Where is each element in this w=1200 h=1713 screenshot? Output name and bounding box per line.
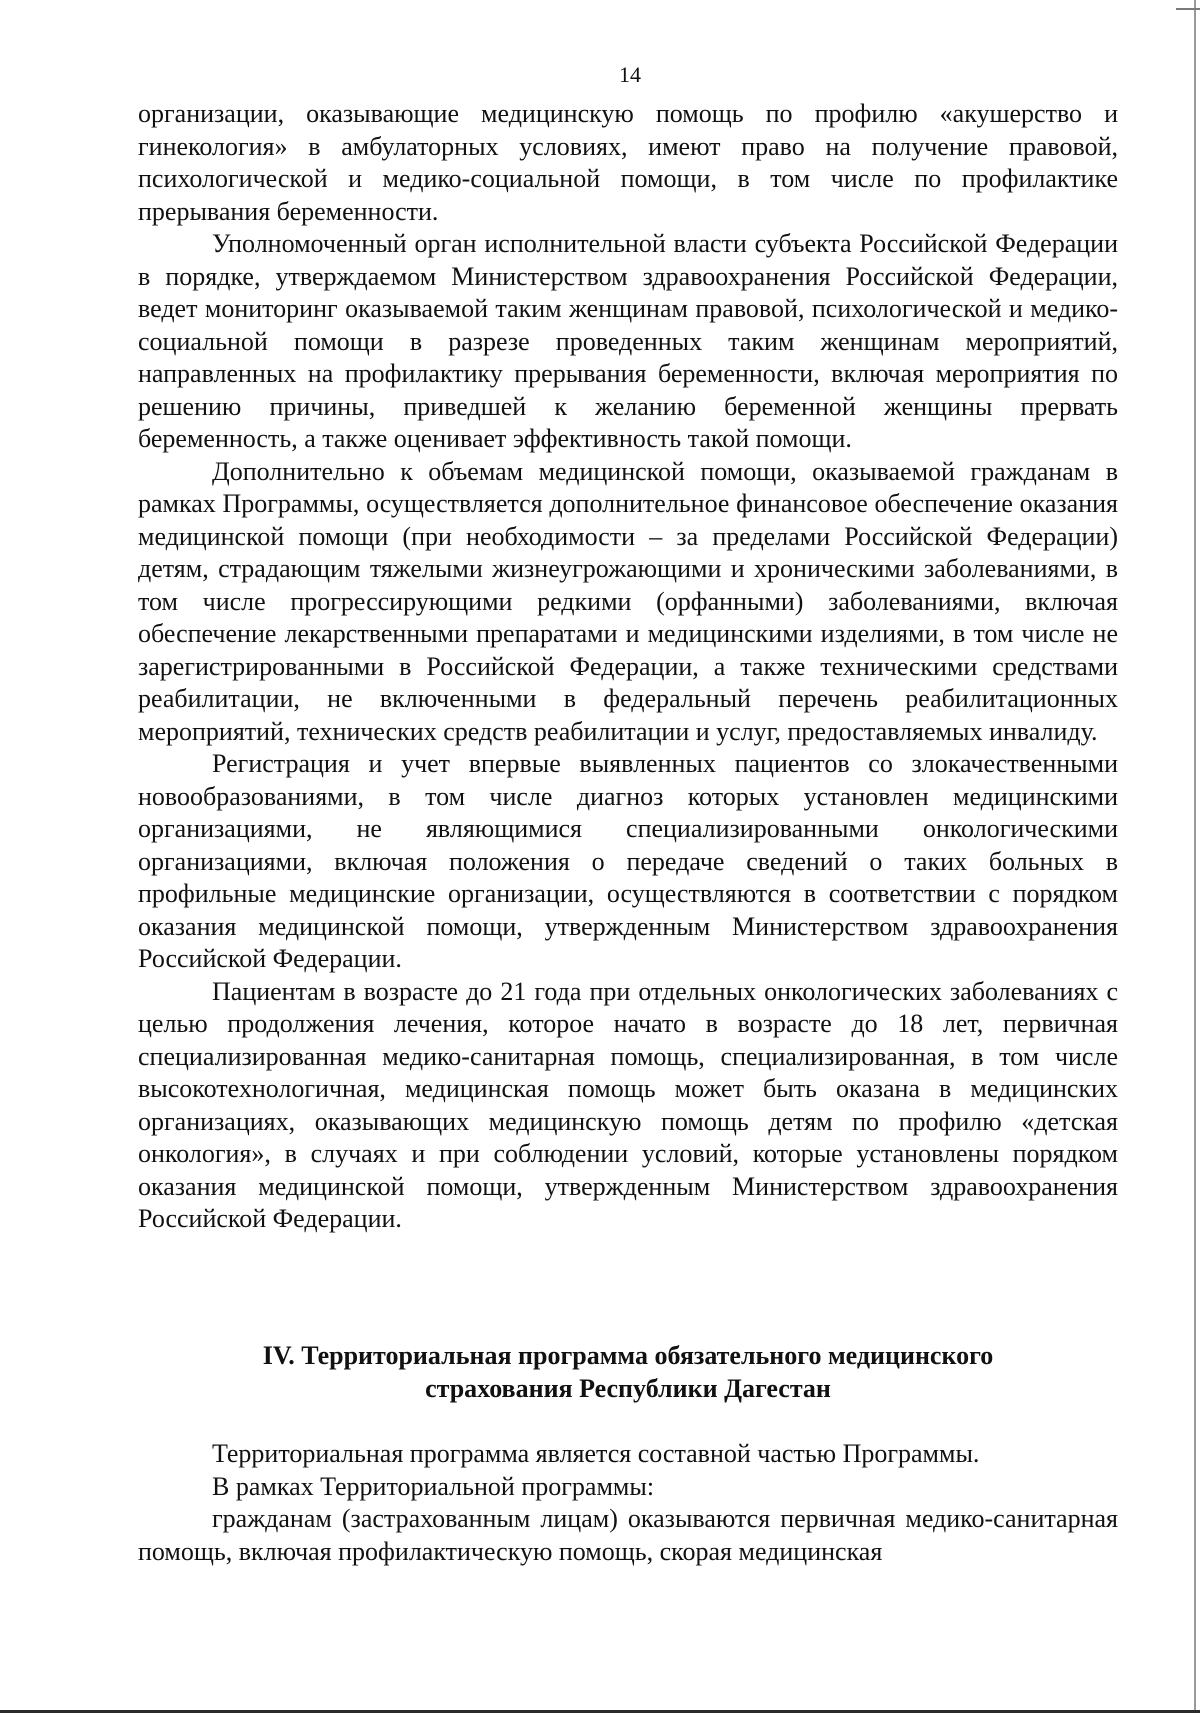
- paragraph-additional-funding: Дополнительно к объемам медицинской помощи, оказываемой гражданам в рамках Программы, осуществляется дополнительное финансовое обеспечение оказания медицинской помощи (при необходимости – за пределами Российской Федерации) детям, страдающим тяжелыми жизнеугрожающими и хроническими заболеваниями, в том числе прогрессирующими редкими (орфанными) заболеваниями, включая обеспечение лекарственными препаратами и медицинскими изделиями, в том числе не зарегистрированными в Российской Федерации, а также техническими средствами реабилитации, не включенными в федеральный перечень реабилитационных мероприятий, технических средств реабилитации и услуг, предоставляемых инвалиду.: [138, 456, 1118, 746]
- section-heading-line-2: страхования Республики Дагестан: [425, 1373, 831, 1403]
- paragraph-citizens: гражданам (застрахованным лицам) оказываются первичная медико-санитарная помощь, включая профилактическую помощь, скорая медицинская: [138, 1504, 1118, 1566]
- body-text: [138, 98, 1118, 1236]
- section-heading-line-1: IV. Территориальная программа обязательного медицинского: [262, 1341, 994, 1370]
- paragraph-program-part: Территориальная программа является составной частью Программы.: [212, 1439, 980, 1468]
- scan-edge-right: [1194, 0, 1196, 1713]
- scan-mark-top: [1176, 8, 1200, 10]
- section-text: [138, 1438, 1118, 1568]
- paragraph-continuation: организации, оказывающие медицинскую помощь по профилю «акушерство и гинекология» в амбулаторных условиях, имеют право на получение правовой, психологической и медико-социальной помощи, в том числе по профилактике прерывания беременности.: [138, 99, 1118, 226]
- paragraph-patients-under-21: Пациентам в возрасте до 21 года при отдельных онкологических заболеваниях с целью продолжения лечения, которое начато в возрасте до 18 лет, первичная специализированная медико-санитарная помощь, специализированная, в том числе высокотехнологичная, медицинская помощь может быть оказана в медицинских организациях, оказывающих медицинскую помощь детям по профилю «детская онкология», в случаях и при соблюдении условий, которые установлены порядком оказания медицинской помощи, утвержденным Министерством здравоохранения Российской Федерации.: [138, 976, 1118, 1233]
- paragraph-registration: Регистрация и учет впервые выявленных пациентов со злокачественными новообразованиями, в том числе диагноз которых установлен медицинскими организациями, не являющимися специализированными онкологическими организациями, включая положения о передаче сведений о таких больных в профильные медицинские организации, осуществляются в соответствии с порядком оказания медицинской помощи, утвержденным Министерством здравоохранения Российской Федерации.: [138, 749, 1118, 973]
- page-number: 14: [619, 62, 641, 87]
- paragraph-monitoring: Уполномоченный орган исполнительной власти субъекта Российской Федерации в порядке, утверждаемом Министерством здравоохранения Российской Федерации, ведет мониторинг оказываемой таким женщинам правовой, психологической и медико-социальной помощи в разрезе проведенных таким женщинам мероприятий, направленных на профилактику прерывания беременности, включая мероприятия по решению причины, приведшей к желанию беременной женщины прервать беременность, а также оценивает эффективность такой помощи.: [138, 229, 1118, 453]
- section-heading: [138, 1340, 1118, 1405]
- paragraph-within-program: В рамках Территориальной программы:: [212, 1471, 655, 1501]
